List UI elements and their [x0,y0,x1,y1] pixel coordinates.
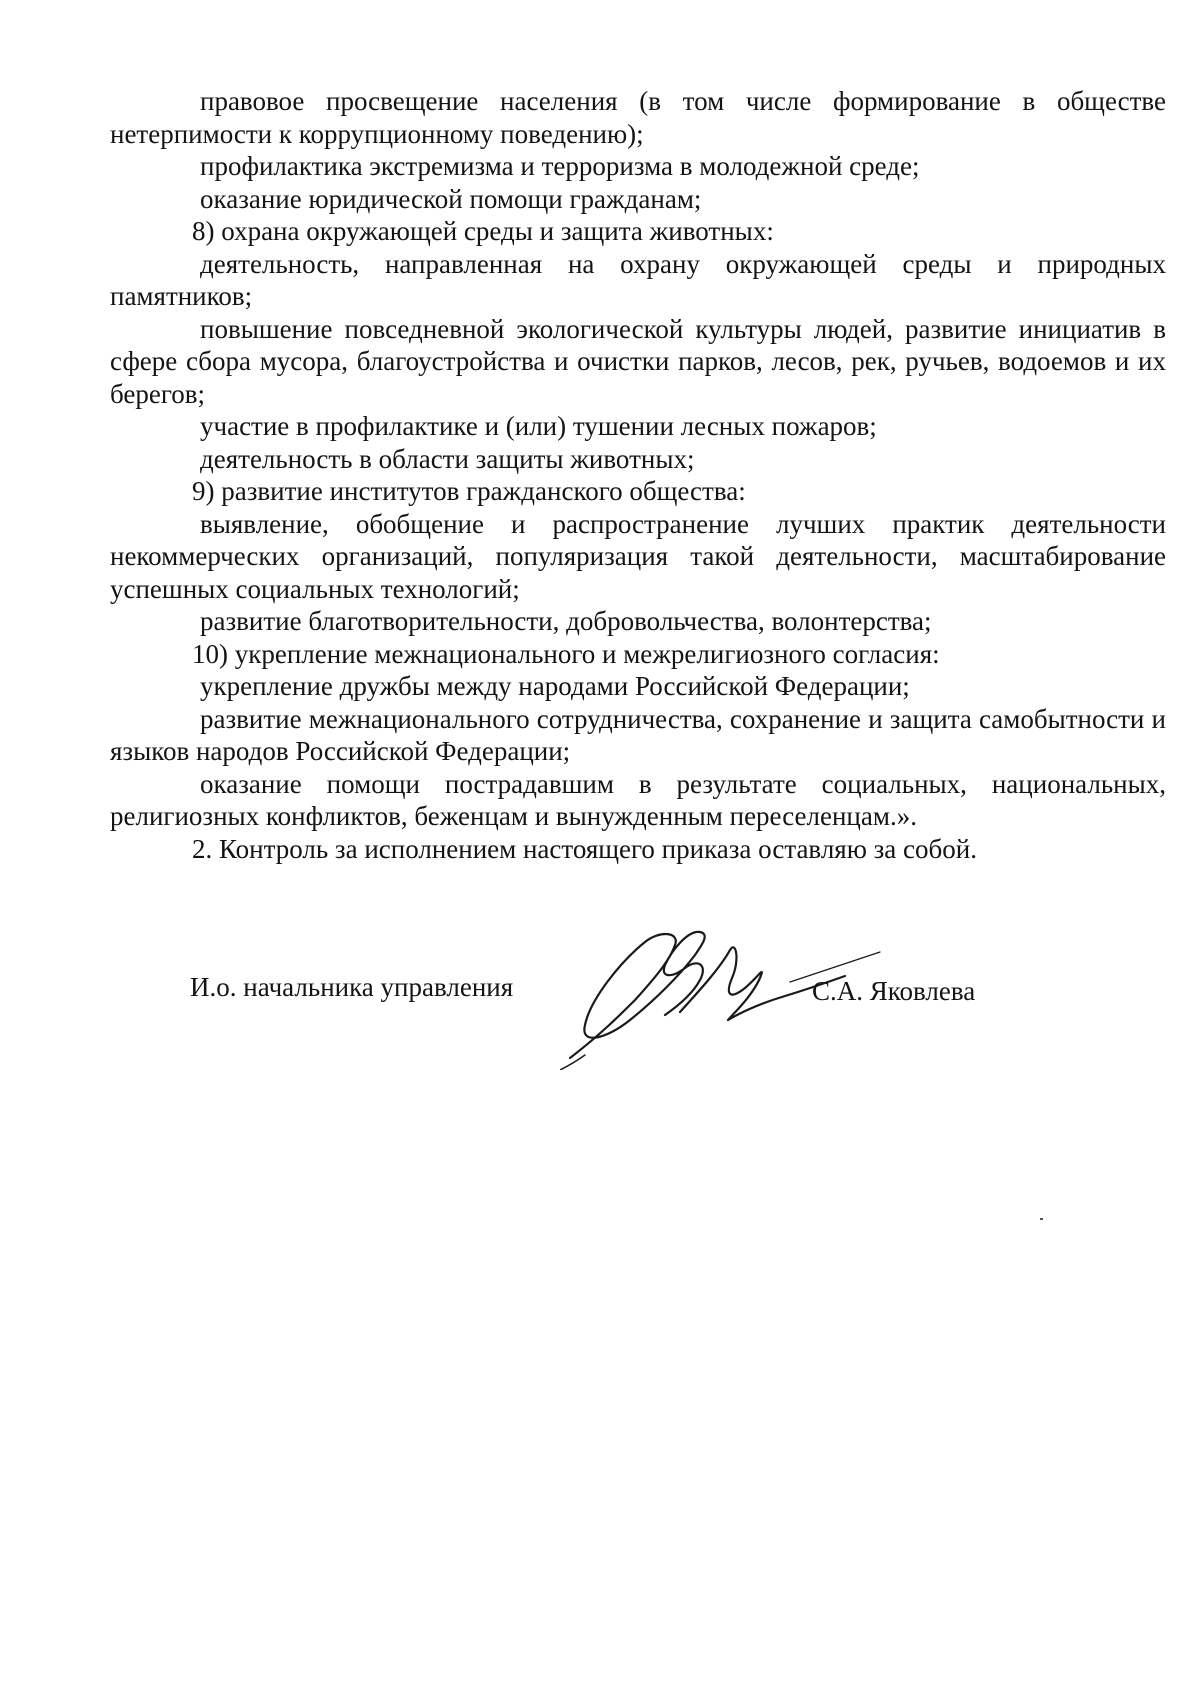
signatory-name: С.А. Яковлева [812,976,976,1006]
paragraph: правовое просвещение населения (в том числе формирование в обществе нетерпимости к коррупционному поведению); [110,86,1166,149]
paragraph: развитие межнационального сотрудничества, сохранение и защита самобытности и языков народов Российской Федерации; [110,703,1166,766]
paragraph: профилактика экстремизма и терроризма в молодежной среде; [200,151,920,181]
signatory-position: И.о. начальника управления [190,972,514,1002]
paragraph: оказание помощи пострадавшим в результате социальных, национальных, религиозных конфликтов, беженцам и вынужденным переселенцам.». [110,768,1166,831]
paragraph: выявление, обобщение и распространение лучших практик деятельности некоммерческих организаций, популяризация такой деятельности, масштабирование успешных социальных технологий; [110,508,1166,604]
paragraph: деятельность в области защиты животных; [200,443,695,474]
paragraph: укрепление дружбы между народами Российской Федерации; [200,671,910,701]
paragraph: деятельность, направленная на охрану окружающей среды и природных памятников; [110,248,1166,311]
numbered-paragraph: 10) укрепление межнационального и межрелигиозного согласия: [192,638,940,669]
paragraph: оказание юридической помощи гражданам; [200,183,702,214]
paragraph: повышение повседневной экологической культуры людей, развитие инициатив в сфере сбора мусора, благоустройства и очистки парков, лесов, рек, ручьев, водоемов и их берегов; [110,313,1166,409]
document-body [110,85,1166,865]
scan-speck [1040,1218,1043,1220]
numbered-paragraph: 9) развитие институтов гражданского общества: [192,476,746,506]
numbered-paragraph: 8) охрана окружающей среды и защита животных: [192,216,774,246]
control-clause: 2. Контроль за исполнением настоящего приказа оставляю за собой. [192,833,977,864]
paragraph: участие в профилактике и (или) тушении лесных пожаров; [200,411,877,441]
signature-block [0,900,1200,1100]
paragraph: развитие благотворительности, добровольчества, волонтерства; [200,606,932,636]
